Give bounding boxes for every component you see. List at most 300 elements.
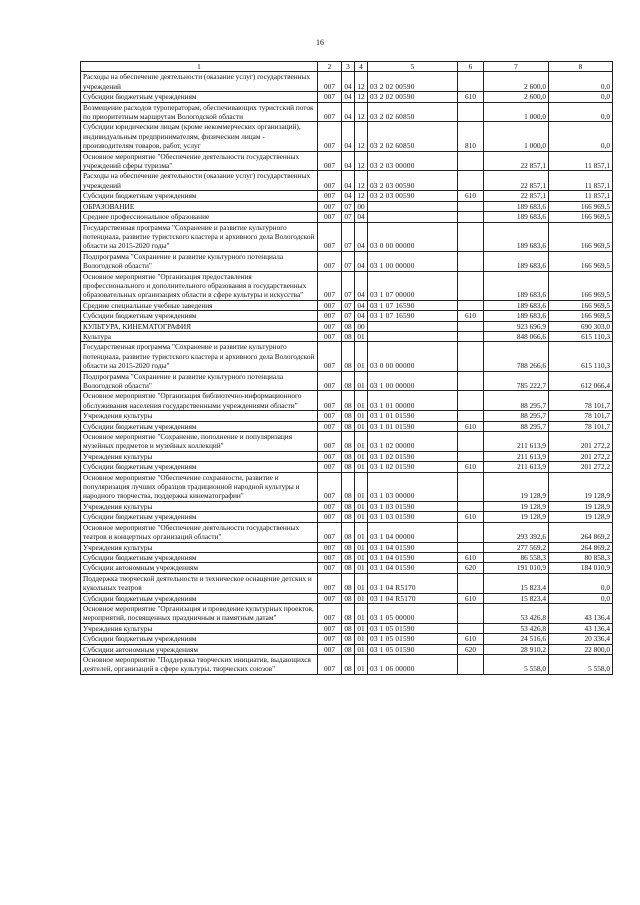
cell-rz: 04 <box>342 191 355 201</box>
cell-v1: 923 696,9 <box>484 321 549 331</box>
cell-adm: 007 <box>318 102 342 122</box>
cell-rz: 08 <box>342 542 355 552</box>
cell-rz: 07 <box>342 251 355 271</box>
cell-pr: 01 <box>355 421 368 431</box>
cell-vr <box>458 522 484 542</box>
cell-pr: 00 <box>355 321 368 331</box>
cell-name: Учреждения культуры <box>81 411 318 421</box>
cell-v1: 28 910,2 <box>484 644 549 654</box>
cell-pr: 04 <box>355 271 368 300</box>
cell-v2: 690 303,0 <box>549 321 613 331</box>
cell-rz: 08 <box>342 522 355 542</box>
cell-adm: 007 <box>318 122 342 151</box>
cell-v2: 19 128,9 <box>549 472 613 501</box>
cell-name: Субсидии бюджетным учреждениям <box>81 421 318 431</box>
cell-vr: 610 <box>458 634 484 644</box>
cell-csr <box>368 212 458 222</box>
cell-v2: 43 136,4 <box>549 603 613 623</box>
cell-vr <box>458 342 484 371</box>
cell-adm: 007 <box>318 472 342 501</box>
cell-name: Государственная программа "Сохранение и развитие культурного потенциала, развитие туристского кластера и архивного дела Вологодской области на 2015-2020 годы" <box>81 342 318 371</box>
cell-rz: 07 <box>342 201 355 211</box>
table-row <box>81 122 613 151</box>
cell-name: ОБРАЗОВАНИЕ <box>81 201 318 211</box>
cell-name: Государственная программа "Сохранение и развитие культурного потенциала, развитие туристского кластера и архивного дела Вологодской области на 2015-2020 годы" <box>81 222 318 251</box>
cell-adm: 007 <box>318 462 342 472</box>
page-number: 16 <box>316 38 324 47</box>
cell-adm: 007 <box>318 251 342 271</box>
table-row <box>81 573 613 593</box>
cell-adm: 007 <box>318 634 342 644</box>
table-header-row <box>81 62 613 72</box>
cell-v2: 166 969,5 <box>549 251 613 271</box>
cell-vr <box>458 501 484 511</box>
cell-adm: 007 <box>318 222 342 251</box>
cell-csr: 03 1 07 16590 <box>368 300 458 310</box>
cell-csr: 03 1 01 00000 <box>368 391 458 411</box>
col-header: 6 <box>458 62 484 72</box>
cell-pr: 01 <box>355 472 368 501</box>
cell-v1: 211 613,9 <box>484 432 549 452</box>
cell-v2: 201 272,2 <box>549 462 613 472</box>
cell-adm: 007 <box>318 451 342 461</box>
cell-pr: 04 <box>355 251 368 271</box>
cell-adm: 007 <box>318 331 342 341</box>
cell-v1: 189 683,6 <box>484 212 549 222</box>
cell-vr <box>458 271 484 300</box>
cell-name: Основное мероприятие "Обеспечение сохранности, развитие и популяризация лучших образцов традиционной народной культуры и народного творчества, поддержка кинематографии" <box>81 472 318 501</box>
cell-csr <box>368 331 458 341</box>
cell-rz: 07 <box>342 212 355 222</box>
cell-adm: 007 <box>318 421 342 431</box>
cell-v2: 166 969,5 <box>549 311 613 321</box>
cell-pr: 01 <box>355 644 368 654</box>
cell-csr: 03 1 04 01590 <box>368 552 458 562</box>
cell-adm: 007 <box>318 552 342 562</box>
cell-v2: 612 066,4 <box>549 371 613 391</box>
table-row <box>81 311 613 321</box>
cell-name: Поддержка творческой деятельности и техническое оснащение детских и кукольных театров <box>81 573 318 593</box>
cell-v2: 0,0 <box>549 593 613 603</box>
table-row <box>81 552 613 562</box>
cell-csr: 03 1 04 R5170 <box>368 593 458 603</box>
cell-v1: 19 128,9 <box>484 501 549 511</box>
cell-csr: 03 1 04 01590 <box>368 542 458 552</box>
cell-name: Подпрограмма "Сохранение и развитие культурного потенциала Вологодской области" <box>81 251 318 271</box>
cell-rz: 08 <box>342 593 355 603</box>
table-row <box>81 512 613 522</box>
cell-rz: 08 <box>342 563 355 573</box>
cell-pr: 01 <box>355 411 368 421</box>
cell-csr: 03 1 05 00000 <box>368 603 458 623</box>
table-row <box>81 451 613 461</box>
cell-v1: 191 010,9 <box>484 563 549 573</box>
cell-rz: 08 <box>342 472 355 501</box>
cell-name: Расходы на обеспечение деятельности (оказание услуг) государственных учреждений <box>81 72 318 92</box>
cell-adm: 007 <box>318 191 342 201</box>
cell-pr: 00 <box>355 201 368 211</box>
cell-v2: 615 110,3 <box>549 331 613 341</box>
cell-csr: 03 1 03 01590 <box>368 501 458 511</box>
cell-csr: 03 2 02 60850 <box>368 122 458 151</box>
cell-rz: 08 <box>342 331 355 341</box>
table-row <box>81 371 613 391</box>
cell-v1: 88 295,7 <box>484 411 549 421</box>
cell-pr: 01 <box>355 371 368 391</box>
cell-rz: 08 <box>342 451 355 461</box>
table-row <box>81 151 613 171</box>
col-header: 7 <box>484 62 549 72</box>
cell-csr: 03 1 02 01590 <box>368 451 458 461</box>
cell-vr <box>458 451 484 461</box>
cell-name: КУЛЬТУРА, КИНЕМАТОГРАФИЯ <box>81 321 318 331</box>
cell-v1: 22 857,1 <box>484 151 549 171</box>
cell-csr <box>368 321 458 331</box>
cell-vr <box>458 542 484 552</box>
cell-adm: 007 <box>318 603 342 623</box>
cell-v2: 166 969,5 <box>549 300 613 310</box>
cell-rz: 08 <box>342 552 355 562</box>
cell-v1: 848 066,6 <box>484 331 549 341</box>
cell-pr: 01 <box>355 563 368 573</box>
cell-adm: 007 <box>318 623 342 633</box>
cell-v1: 1 000,0 <box>484 102 549 122</box>
cell-csr: 03 2 02 00590 <box>368 92 458 102</box>
cell-v2: 0,0 <box>549 102 613 122</box>
table-row <box>81 411 613 421</box>
cell-csr: 03 0 00 00000 <box>368 342 458 371</box>
cell-rz: 08 <box>342 654 355 674</box>
cell-csr: 03 1 00 00000 <box>368 371 458 391</box>
cell-pr: 01 <box>355 552 368 562</box>
cell-vr: 610 <box>458 462 484 472</box>
cell-adm: 007 <box>318 311 342 321</box>
cell-name: Основное мероприятие "Обеспечение деятельности государственных учреждений сферы туризма" <box>81 151 318 171</box>
cell-rz: 04 <box>342 102 355 122</box>
cell-rz: 04 <box>342 171 355 191</box>
cell-v2: 166 969,5 <box>549 212 613 222</box>
cell-rz: 08 <box>342 644 355 654</box>
table-row <box>81 542 613 552</box>
cell-pr: 01 <box>355 573 368 593</box>
table-row <box>81 92 613 102</box>
cell-name: Учреждения культуры <box>81 501 318 511</box>
cell-v2: 80 858,3 <box>549 552 613 562</box>
cell-adm: 007 <box>318 563 342 573</box>
cell-v1: 2 600,0 <box>484 72 549 92</box>
cell-csr: 03 2 03 00590 <box>368 191 458 201</box>
cell-v1: 86 558,3 <box>484 552 549 562</box>
col-header: 1 <box>81 62 318 72</box>
cell-adm: 007 <box>318 593 342 603</box>
cell-name: Субсидии автономным учреждениям <box>81 563 318 573</box>
cell-vr: 620 <box>458 563 484 573</box>
cell-v1: 785 222,7 <box>484 371 549 391</box>
cell-v2: 0,0 <box>549 72 613 92</box>
cell-csr: 03 2 03 00000 <box>368 151 458 171</box>
table-row <box>81 421 613 431</box>
cell-adm: 007 <box>318 212 342 222</box>
cell-vr <box>458 411 484 421</box>
cell-vr <box>458 573 484 593</box>
cell-v2: 201 272,2 <box>549 451 613 461</box>
cell-v1: 788 266,6 <box>484 342 549 371</box>
cell-adm: 007 <box>318 201 342 211</box>
cell-v1: 5 558,0 <box>484 654 549 674</box>
cell-vr <box>458 432 484 452</box>
table-row <box>81 72 613 92</box>
cell-name: Основное мероприятие "Организация библиотечно-информационного обслуживания населения государственными учреждениями области" <box>81 391 318 411</box>
cell-csr: 03 1 03 00000 <box>368 472 458 501</box>
cell-name: Подпрограмма "Сохранение и развитие культурного потенциала Вологодской области" <box>81 371 318 391</box>
cell-name: Возмещение расходов туроператорам, обеспечивающих туристский поток по приоритетным маршрутам Вологодской области <box>81 102 318 122</box>
cell-pr: 01 <box>355 512 368 522</box>
cell-rz: 07 <box>342 311 355 321</box>
cell-name: Средние специальные учебные заведения <box>81 300 318 310</box>
cell-adm: 007 <box>318 573 342 593</box>
cell-vr: 610 <box>458 191 484 201</box>
cell-pr: 01 <box>355 391 368 411</box>
table-row <box>81 654 613 674</box>
cell-vr: 610 <box>458 311 484 321</box>
cell-csr: 03 2 02 00590 <box>368 72 458 92</box>
cell-csr: 03 1 07 16590 <box>368 311 458 321</box>
cell-pr: 04 <box>355 300 368 310</box>
cell-v2: 166 969,5 <box>549 201 613 211</box>
cell-adm: 007 <box>318 522 342 542</box>
cell-name: Субсидии бюджетным учреждениям <box>81 634 318 644</box>
cell-adm: 007 <box>318 342 342 371</box>
table-row <box>81 212 613 222</box>
cell-v2: 19 128,9 <box>549 512 613 522</box>
cell-v1: 19 128,9 <box>484 512 549 522</box>
cell-vr <box>458 391 484 411</box>
cell-vr <box>458 72 484 92</box>
cell-v1: 189 683,6 <box>484 300 549 310</box>
cell-vr <box>458 321 484 331</box>
cell-pr: 01 <box>355 522 368 542</box>
cell-csr: 03 1 02 01590 <box>368 462 458 472</box>
cell-v1: 1 000,0 <box>484 122 549 151</box>
cell-vr: 610 <box>458 92 484 102</box>
cell-pr: 12 <box>355 92 368 102</box>
cell-vr: 610 <box>458 421 484 431</box>
cell-name: Субсидии юридическим лицам (кроме некоммерческих организаций), индивидуальным предпринимателям, физическим лицам - производителям товаров, работ, услуг <box>81 122 318 151</box>
cell-v2: 615 110,3 <box>549 342 613 371</box>
cell-v1: 88 295,7 <box>484 421 549 431</box>
table-row <box>81 522 613 542</box>
cell-vr <box>458 201 484 211</box>
cell-v2: 5 558,0 <box>549 654 613 674</box>
cell-v1: 53 426,8 <box>484 623 549 633</box>
cell-adm: 007 <box>318 92 342 102</box>
cell-vr <box>458 371 484 391</box>
cell-adm: 007 <box>318 271 342 300</box>
cell-v1: 19 128,9 <box>484 472 549 501</box>
cell-vr <box>458 623 484 633</box>
cell-csr: 03 1 02 00000 <box>368 432 458 452</box>
cell-v1: 189 683,6 <box>484 201 549 211</box>
cell-csr: 03 2 03 00590 <box>368 171 458 191</box>
cell-name: Субсидии бюджетным учреждениям <box>81 512 318 522</box>
cell-name: Основное мероприятие "Организация предоставления профессионального и дополнительного образования в государственных образовательных организациях области в сфере культуры и искусства" <box>81 271 318 300</box>
cell-rz: 07 <box>342 300 355 310</box>
cell-v1: 211 613,9 <box>484 451 549 461</box>
cell-vr: 610 <box>458 512 484 522</box>
cell-vr <box>458 654 484 674</box>
cell-adm: 007 <box>318 542 342 552</box>
table-row <box>81 563 613 573</box>
cell-vr: 810 <box>458 122 484 151</box>
cell-csr: 03 1 00 00000 <box>368 251 458 271</box>
cell-adm: 007 <box>318 411 342 421</box>
cell-name: Субсидии бюджетным учреждениям <box>81 593 318 603</box>
cell-pr: 01 <box>355 331 368 341</box>
cell-rz: 04 <box>342 151 355 171</box>
table-row <box>81 432 613 452</box>
cell-rz: 08 <box>342 411 355 421</box>
cell-v1: 293 392,6 <box>484 522 549 542</box>
cell-name: Субсидии автономным учреждениям <box>81 644 318 654</box>
cell-rz: 08 <box>342 342 355 371</box>
cell-pr: 01 <box>355 501 368 511</box>
cell-rz: 08 <box>342 371 355 391</box>
cell-rz: 08 <box>342 432 355 452</box>
cell-adm: 007 <box>318 72 342 92</box>
cell-csr: 03 1 01 01590 <box>368 421 458 431</box>
budget-table <box>80 61 613 675</box>
cell-v2: 20 336,4 <box>549 634 613 644</box>
cell-v1: 22 857,1 <box>484 191 549 201</box>
cell-name: Учреждения культуры <box>81 542 318 552</box>
cell-rz: 07 <box>342 271 355 300</box>
cell-pr: 01 <box>355 342 368 371</box>
cell-csr: 03 1 04 00000 <box>368 522 458 542</box>
table-row <box>81 171 613 191</box>
cell-rz: 08 <box>342 512 355 522</box>
cell-name: Субсидии бюджетным учреждениям <box>81 462 318 472</box>
cell-pr: 01 <box>355 603 368 623</box>
cell-name: Учреждения культуры <box>81 623 318 633</box>
cell-rz: 08 <box>342 391 355 411</box>
cell-v2: 264 869,2 <box>549 542 613 552</box>
cell-v1: 189 683,6 <box>484 251 549 271</box>
cell-rz: 08 <box>342 421 355 431</box>
table-row <box>81 300 613 310</box>
cell-pr: 12 <box>355 122 368 151</box>
table-row <box>81 321 613 331</box>
cell-name: Субсидии бюджетным учреждениям <box>81 191 318 201</box>
cell-rz: 08 <box>342 573 355 593</box>
cell-v1: 189 683,6 <box>484 311 549 321</box>
cell-pr: 01 <box>355 623 368 633</box>
cell-rz: 04 <box>342 72 355 92</box>
cell-v2: 166 969,5 <box>549 271 613 300</box>
table-row <box>81 102 613 122</box>
cell-v2: 78 101,7 <box>549 411 613 421</box>
cell-adm: 007 <box>318 654 342 674</box>
cell-v2: 78 101,7 <box>549 391 613 411</box>
cell-pr: 04 <box>355 222 368 251</box>
cell-pr: 01 <box>355 634 368 644</box>
cell-v1: 2 600,0 <box>484 92 549 102</box>
cell-pr: 01 <box>355 432 368 452</box>
cell-pr: 04 <box>355 212 368 222</box>
cell-adm: 007 <box>318 151 342 171</box>
cell-v2: 11 857,1 <box>549 171 613 191</box>
cell-name: Культура <box>81 331 318 341</box>
cell-v1: 24 516,6 <box>484 634 549 644</box>
cell-adm: 007 <box>318 391 342 411</box>
cell-vr: 610 <box>458 593 484 603</box>
cell-vr: 610 <box>458 552 484 562</box>
table-row <box>81 191 613 201</box>
cell-csr <box>368 201 458 211</box>
cell-v1: 211 613,9 <box>484 462 549 472</box>
cell-name: Субсидии бюджетным учреждениям <box>81 311 318 321</box>
cell-pr: 12 <box>355 72 368 92</box>
cell-v2: 78 101,7 <box>549 421 613 431</box>
cell-csr: 03 2 02 60850 <box>368 102 458 122</box>
cell-csr: 03 1 05 01590 <box>368 623 458 633</box>
cell-v2: 264 869,2 <box>549 522 613 542</box>
table-row <box>81 331 613 341</box>
table-row <box>81 391 613 411</box>
cell-v2: 0,0 <box>549 92 613 102</box>
table-row <box>81 222 613 251</box>
cell-adm: 007 <box>318 300 342 310</box>
cell-v2: 43 136,4 <box>549 623 613 633</box>
cell-vr <box>458 331 484 341</box>
cell-name: Расходы на обеспечение деятельности (оказание услуг) государственных учреждений <box>81 171 318 191</box>
table-row <box>81 201 613 211</box>
table-row <box>81 472 613 501</box>
cell-v2: 0,0 <box>549 573 613 593</box>
cell-csr: 03 1 04 01590 <box>368 563 458 573</box>
cell-v2: 22 800,0 <box>549 644 613 654</box>
table-row <box>81 251 613 271</box>
table-row <box>81 634 613 644</box>
cell-v1: 53 426,8 <box>484 603 549 623</box>
cell-pr: 01 <box>355 593 368 603</box>
cell-vr <box>458 102 484 122</box>
cell-adm: 007 <box>318 501 342 511</box>
table-row <box>81 623 613 633</box>
cell-v1: 189 683,6 <box>484 271 549 300</box>
cell-vr <box>458 212 484 222</box>
cell-rz: 08 <box>342 321 355 331</box>
cell-pr: 01 <box>355 542 368 552</box>
cell-pr: 12 <box>355 191 368 201</box>
cell-vr <box>458 222 484 251</box>
cell-rz: 04 <box>342 122 355 151</box>
cell-vr <box>458 472 484 501</box>
cell-v2: 11 857,1 <box>549 151 613 171</box>
cell-csr: 03 1 04 R5170 <box>368 573 458 593</box>
cell-csr: 03 1 06 00000 <box>368 654 458 674</box>
cell-rz: 08 <box>342 462 355 472</box>
cell-name: Субсидии бюджетным учреждениям <box>81 92 318 102</box>
col-header: 3 <box>342 62 355 72</box>
cell-vr <box>458 151 484 171</box>
cell-v2: 166 969,5 <box>549 222 613 251</box>
cell-rz: 04 <box>342 92 355 102</box>
cell-csr: 03 1 05 01590 <box>368 644 458 654</box>
table-row <box>81 342 613 371</box>
cell-adm: 007 <box>318 512 342 522</box>
cell-v2: 201 272,2 <box>549 432 613 452</box>
cell-csr: 03 1 01 01590 <box>368 411 458 421</box>
